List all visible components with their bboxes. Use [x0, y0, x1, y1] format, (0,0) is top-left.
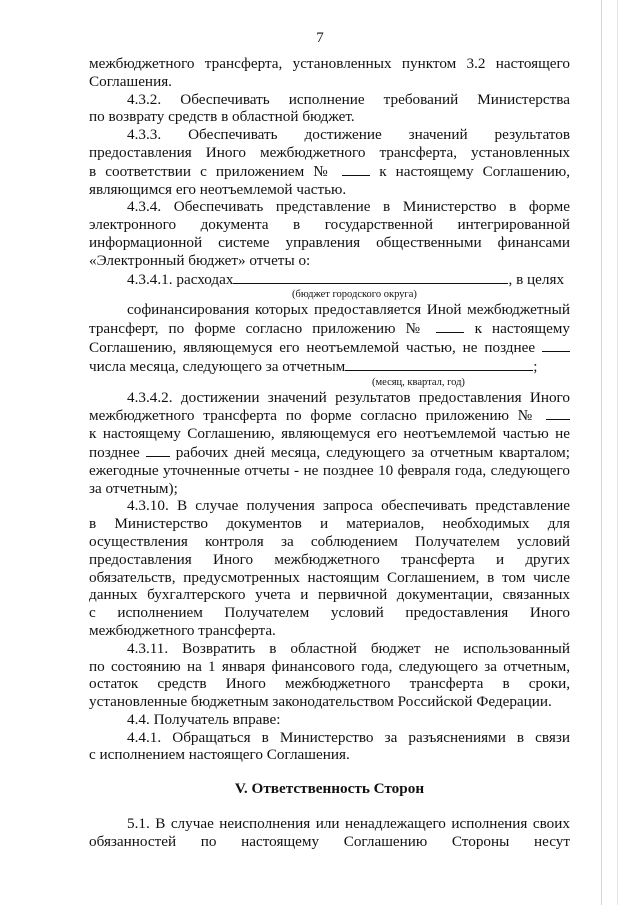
paragraph-4-3-3: 4.3.3. Обеспечивать достижение значений результатов предоставления Иного межбюджетного трансферта, установленных в соответствии с приложением № к настоящему Соглашению, являющимся его неотъемлемой частью. [89, 126, 571, 198]
paragraph-4-3-4-2: 4.3.4.2. достижении значений результатов предоставления Иного межбюджетного трансферта по форме согласно приложению № к настоящему Соглашению, являющемуся его неотъемлемой частью не позднее рабочих дней месяца, следующего за отчетным кварталом; ежегодные уточненные отчеты - не позднее 10 февраля года, следующего за отчетным); [89, 388, 571, 497]
field-note: (бюджет городского округа) [292, 289, 417, 301]
document-body [89, 55, 570, 851]
blank-field [546, 406, 570, 420]
blank-field [436, 319, 464, 333]
paragraph-4-3-11: 4.3.11. Возвратить в областной бюджет не использованный по состоянию на 1 января финансового года, следующего за отчетным, остаток средств Иного межбюджетного трансферта в сроки, установленные бюджетным законодательством Российской Федерации. [89, 639, 570, 711]
paragraph-continuation: межбюджетного трансферта, установленных пунктом 3.2 настоящего Соглашения. [89, 55, 570, 90]
paragraph-4-3-4-1: 4.3.4.1. расходах , в целях (бюджет городского округа) софинансирования которых предоставляется Иной межбюджетный трансферт, по форме согласно приложению № к настоящему Соглашению, являющемуся его неотъемлемой частью, не позднее числа месяца, следующего за отчетным ; (месяц, квартал, год) [89, 270, 571, 388]
page-number: 7 [316, 30, 324, 46]
page-edge-line [617, 0, 618, 905]
paragraph-5-1: 5.1. В случае неисполнения или ненадлежащего исполнения своих обязанностей по настоящему Соглашению Стороны несут [89, 815, 570, 850]
section-heading: V. Ответственность Сторон [234, 780, 425, 798]
paragraph-4-3-4: 4.3.4. Обеспечивать представление в Министерство в форме электронного документа в государственной интегрированной информационной системе управления общественными финансами «Электронный бюджет» отчеты о: [89, 198, 570, 269]
paragraph-4-3-2: 4.3.2. Обеспечивать исполнение требований Министерства по возврату средств в областной бюджет. [89, 90, 570, 126]
paragraph-4-4-1: 4.4.1. Обращаться в Министерство за разъяснениями в связи с исполнением настоящего Соглашения. [89, 728, 570, 764]
field-note: (месяц, квартал, год) [372, 376, 465, 388]
paragraph-4-3-10: 4.3.10. В случае получения запроса обеспечивать представление в Министерство документов и материалов, необходимых для осуществления контроля за соблюдением Получателем условий предоставления Иного межбюджетного трансферта и других обязательств, предусмотренных настоящим Соглашением, в том числе данных бухгалтерского учета и первичной документации, связанных с исполнением Получателем условий предоставления Иного межбюджетного трансферта. [89, 497, 570, 639]
blank-field [345, 357, 533, 371]
blank-field [342, 162, 370, 176]
paragraph-4-4: 4.4. Получатель вправе: [127, 710, 281, 728]
blank-field [542, 338, 570, 352]
blank-field [233, 270, 508, 284]
page-edge-line [601, 0, 602, 905]
blank-field [146, 443, 170, 457]
